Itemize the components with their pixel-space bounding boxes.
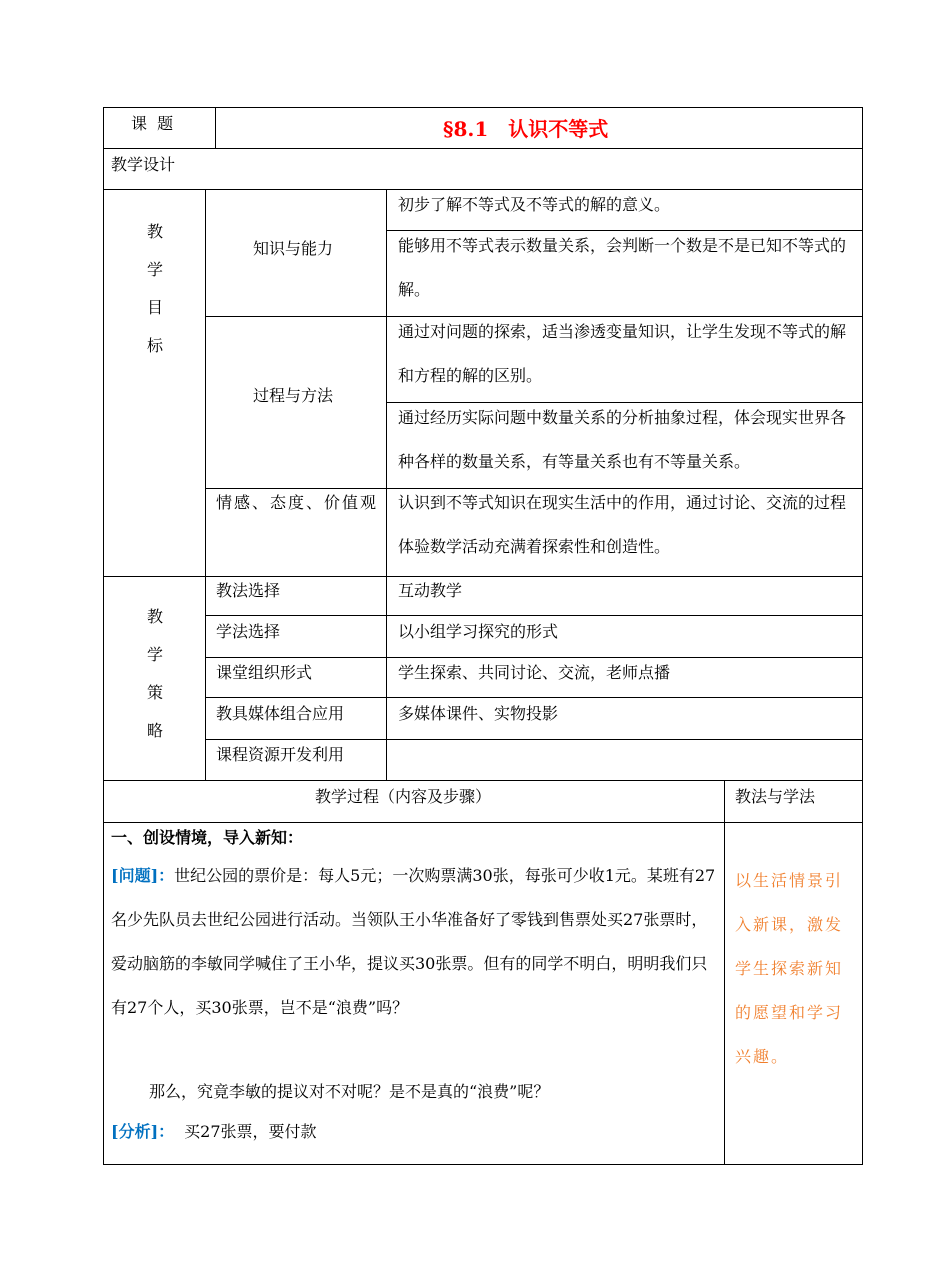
analysis-text: 买27张票，要付款	[184, 1122, 317, 1141]
lesson-title: §8.1 认识不等式	[443, 117, 609, 141]
label-char: 学	[147, 260, 164, 279]
lesson-plan-table	[103, 107, 863, 1165]
subject-label: 课 题	[131, 114, 174, 133]
strategy-row-label: 课程资源开发利用	[216, 745, 345, 764]
rule	[386, 189, 387, 780]
strategy-row-value: 互动教学	[398, 581, 463, 600]
rule	[103, 780, 863, 781]
strategy-row-value: 以小组学习探究的形式	[398, 622, 559, 641]
objectives-label	[147, 222, 163, 374]
rule	[103, 148, 863, 149]
rule	[103, 107, 863, 108]
rule	[103, 189, 863, 190]
rule	[205, 189, 206, 780]
rule	[205, 697, 863, 698]
strategy-label	[147, 607, 163, 759]
strategy-row-value: 多媒体课件、实物投影	[398, 704, 559, 723]
label-char: 标	[147, 336, 164, 355]
rule	[103, 576, 863, 577]
rule	[103, 107, 104, 1165]
rule	[103, 822, 863, 823]
question-tag: [问题]：	[111, 866, 175, 885]
side-note: 以生活情景引入新课，激发学生探索新知的愿望和学习兴趣。	[735, 871, 844, 1066]
emotion-label: 情感、态度、价值观	[216, 493, 379, 512]
process-header-left: 教学过程（内容及步骤）	[315, 787, 492, 806]
strategy-row-label: 教具媒体组合应用	[216, 704, 345, 723]
analysis-tag: [分析]：	[111, 1122, 175, 1141]
process-header-right: 教法与学法	[735, 787, 816, 806]
section-title: 教学设计	[111, 155, 176, 174]
knowledge-item: 能够用不等式表示数量关系，会判断一个数是不是已知不等式的解。	[398, 236, 847, 299]
rule	[205, 615, 863, 616]
question-paragraph	[111, 854, 717, 1030]
emotion-item: 认识到不等式知识在现实生活中的作用，通过讨论、交流的过程体验数学活动充满着探索性和创造性。	[398, 493, 847, 556]
label-char: 学	[147, 645, 164, 664]
process-item: 通过经历实际问题中数量关系的分析抽象过程，体会现实世界各种各样的数量关系，有等量关系也有不等量关系。	[398, 408, 847, 471]
rule	[103, 1164, 863, 1165]
label-char: 略	[147, 721, 164, 740]
strategy-row-value: 学生探索、共同讨论、交流，老师点播	[398, 663, 671, 682]
strategy-row-label: 学法选择	[216, 622, 281, 641]
knowledge-item: 初步了解不等式及不等式的解的意义。	[398, 195, 671, 214]
follow-up-question: 那么，究竟李敏的提议对不对呢？是不是真的“浪费”呢？	[149, 1082, 550, 1101]
content-heading: 一、创设情境，导入新知：	[111, 828, 304, 847]
label-char: 教	[147, 222, 164, 241]
rule	[205, 657, 863, 658]
rule	[724, 780, 725, 1165]
rule	[215, 107, 216, 148]
strategy-row-label: 教法选择	[216, 581, 281, 600]
label-char: 目	[147, 298, 164, 317]
label-char: 策	[147, 683, 164, 702]
rule	[205, 739, 863, 740]
analysis-line	[111, 1122, 317, 1142]
process-item: 通过对问题的探索，适当渗透变量知识，让学生发现不等式的解和方程的解的区别。	[398, 322, 847, 385]
knowledge-label: 知识与能力	[253, 239, 334, 258]
question-text: 世纪公园的票价是：每人5元；一次购票满30张，每张可少收1元。某班有27名少先队员去世纪公园进行活动。当领队王小华准备好了零钱到售票处买27张票时，爱动脑筋的李敏同学喊住了王小华，提议买30张票。但有的同学不明白，明明我们只有27个人，买30张票，岂不是“浪费”吗？	[111, 866, 716, 1017]
strategy-row-label: 课堂组织形式	[216, 663, 313, 682]
label-char: 教	[147, 607, 164, 626]
rule	[862, 107, 863, 1165]
process-label: 过程与方法	[253, 386, 334, 405]
